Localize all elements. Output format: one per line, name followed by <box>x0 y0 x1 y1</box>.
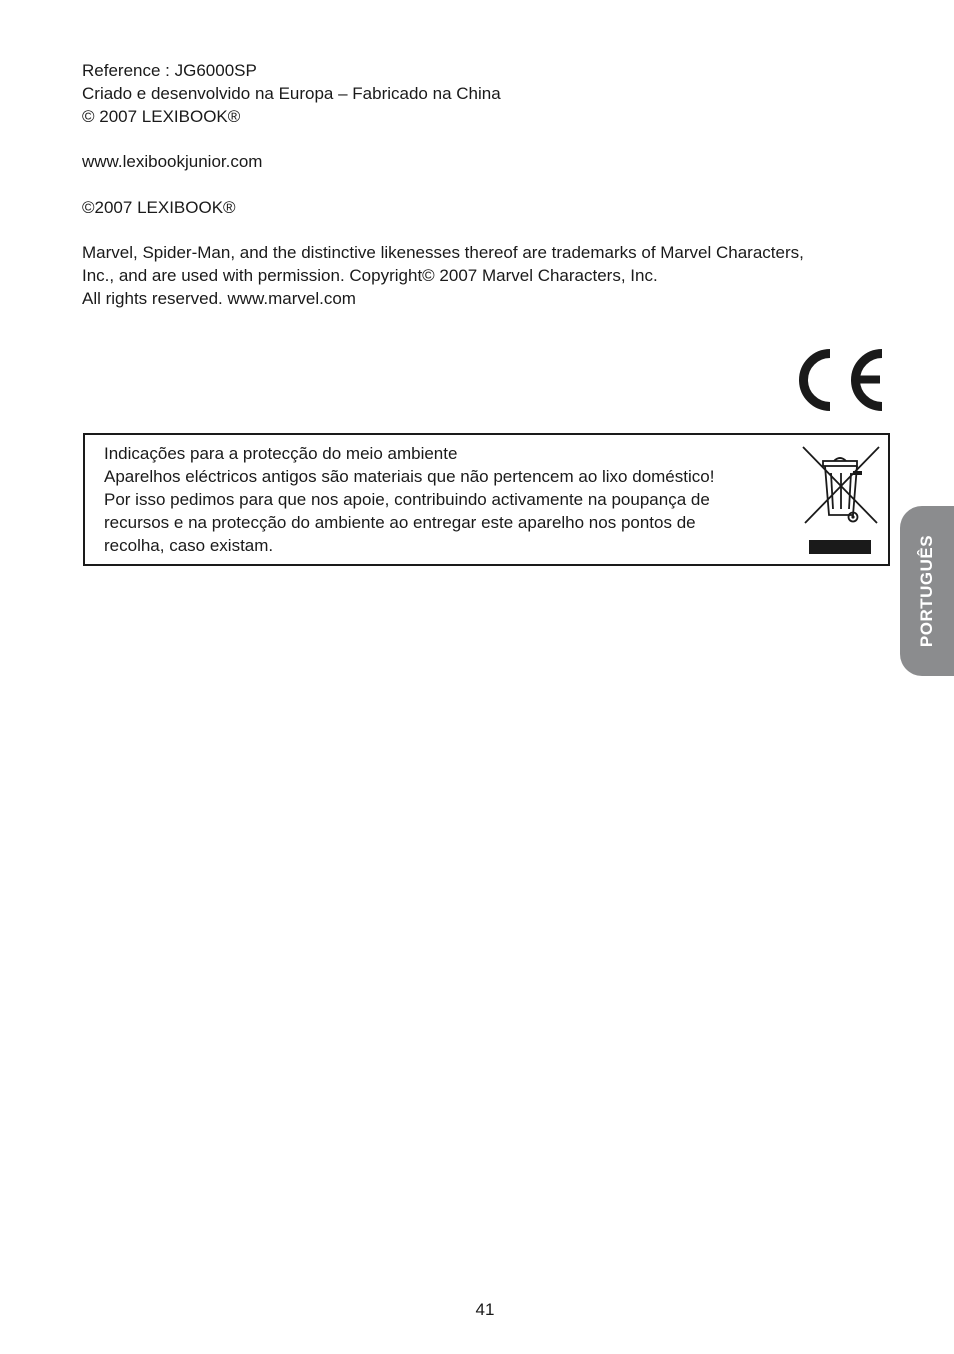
trademark-line-1: Marvel, Spider-Man, and the distinctive likenesses thereof are trademarks of Marvel Characters, <box>82 243 804 262</box>
language-tab <box>900 506 954 676</box>
page-number: 41 <box>475 1300 495 1319</box>
environment-line: Aparelhos eléctricos antigos são materiais que não pertencem ao lixo doméstico! <box>104 467 715 486</box>
reference-line: Reference : JG6000SP <box>82 61 257 80</box>
environment-line: recolha, caso existam. <box>104 536 274 555</box>
environment-title: Indicações para a protecção do meio ambiente <box>104 444 458 463</box>
made-in-line: Criado e desenvolvido na Europa – Fabricado na China <box>82 84 501 103</box>
trademark-line-3: All rights reserved. www.marvel.com <box>82 289 356 308</box>
ce-mark-icon <box>794 345 888 415</box>
copyright-line-2: ©2007 LEXIBOOK® <box>82 198 236 217</box>
language-tab-label: PORTUGUÊS <box>917 534 936 648</box>
website-line: www.lexibookjunior.com <box>82 152 263 171</box>
environment-notice-box <box>83 433 890 566</box>
crossed-out-wheelie-bin-icon <box>801 445 881 555</box>
copyright-line: © 2007 LEXIBOOK® <box>82 107 241 126</box>
environment-line: Por isso pedimos para que nos apoie, contribuindo activamente na poupança de <box>104 490 710 509</box>
trademark-line-2: Inc., and are used with permission. Copyright© 2007 Marvel Characters, Inc. <box>82 266 658 285</box>
environment-line: recursos e na protecção do ambiente ao entregar este aparelho nos pontos de <box>104 513 696 532</box>
